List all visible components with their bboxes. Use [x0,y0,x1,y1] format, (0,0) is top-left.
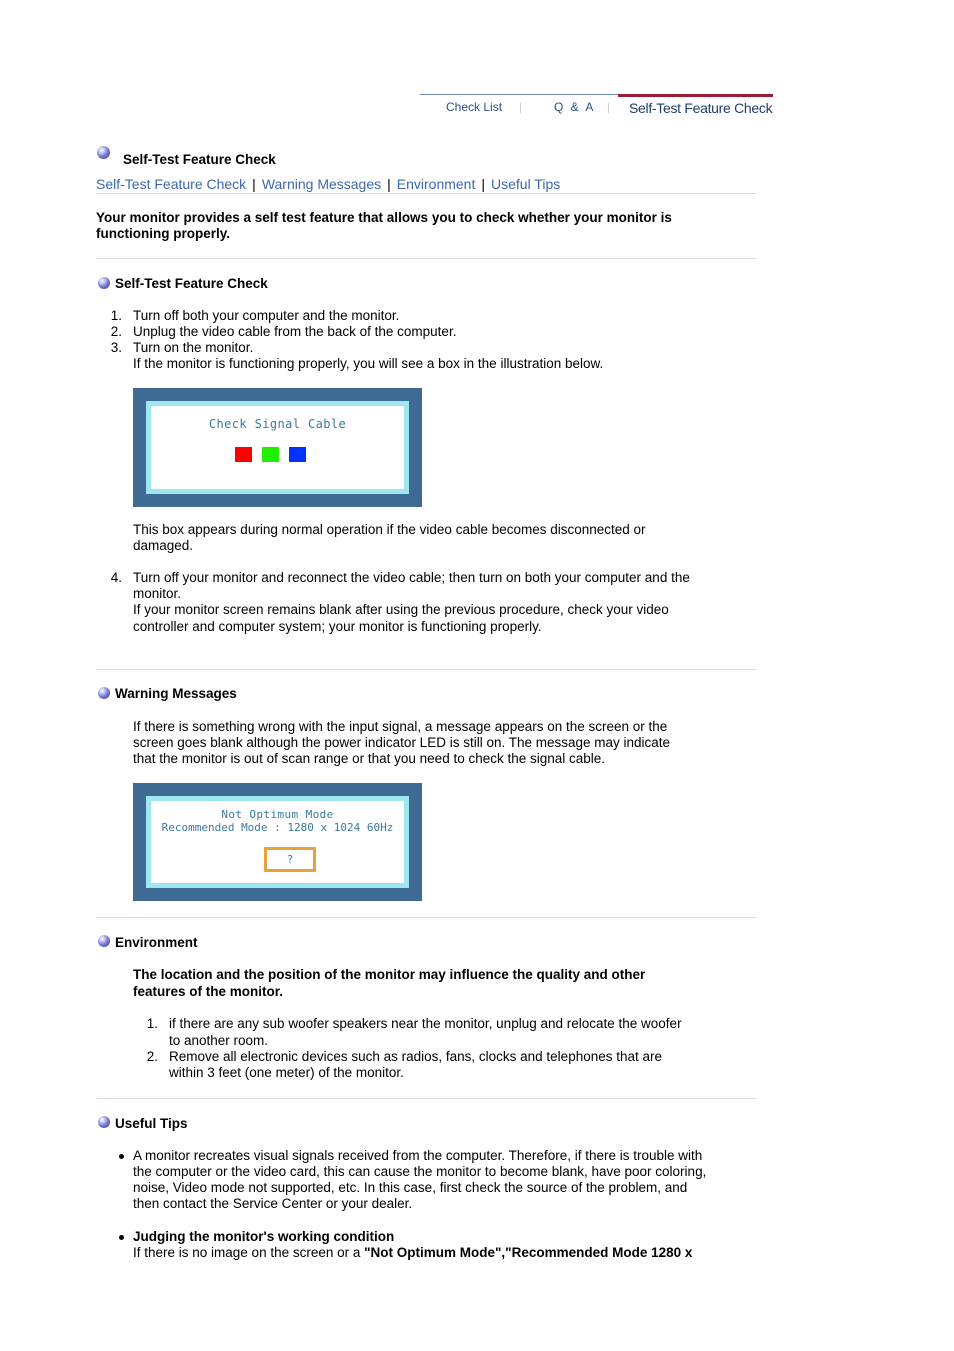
step-text: Turn on the monitor. [133,340,254,355]
osd-message: Check Signal Cable [208,417,347,431]
item-number: 2. [146,1049,158,1064]
green-square [262,447,279,462]
nav-separator: | [252,176,256,192]
item-text: to another room. [169,1033,269,1048]
step-text: Turn off your monitor and reconnect the video cable; then turn on both your computer and the [133,570,690,585]
step-text: controller and computer system; your monitor is functioning properly. [133,619,542,634]
step-text: Unplug the video cable from the back of the computer. [133,324,457,339]
osd-message: Not Optimum Mode [221,808,334,821]
item-text: within 3 feet (one meter) of the monitor. [169,1065,404,1080]
nav-separator: | [481,176,485,192]
bullet-ball-icon [98,277,110,289]
warning-text-line: that the monitor is out of scan range or that you need to check the signal cable. [133,751,606,766]
tab-separator [520,103,521,113]
active-tab-indicator [618,94,773,97]
osd-question-button: ? [264,847,316,872]
warning-text-line: screen goes blank although the power indicator LED is still on. The message may indicate [133,735,671,750]
top-tab-bar [420,94,773,120]
nav-link-warning-messages[interactable]: Warning Messages [261,176,382,192]
step-number: 4. [110,570,122,585]
step-text: If your monitor screen remains blank after using the previous procedure, check your video [133,602,669,617]
intro-line-1: Your monitor provides a self test feature that allows you to check whether your monitor is [96,210,672,225]
item-text: if there are any sub woofer speakers near the monitor, unplug and relocate the woofer [169,1016,682,1031]
divider [96,193,756,194]
environment-bold-line: The location and the position of the monitor may influence the quality and other [133,967,646,982]
nav-link-useful-tips[interactable]: Useful Tips [491,176,561,192]
page-title: Self-Test Feature Check [123,152,276,167]
not-optimum-mode-illustration [133,783,422,901]
nav-link-self-test[interactable]: Self-Test Feature Check [96,176,247,192]
check-signal-cable-illustration [133,388,422,507]
item-number: 1. [146,1016,158,1031]
intro-line-2: functioning properly. [96,226,230,241]
section-nav [96,176,560,192]
divider [96,1098,756,1099]
nav-link-environment[interactable]: Environment [396,176,476,192]
step-text: If the monitor is functioning properly, you will see a box in the illustration below. [133,356,604,371]
tip-title: Judging the monitor's working condition [133,1229,395,1244]
tab-separator [608,103,609,113]
list-bullet [119,1235,124,1240]
box-note-line: damaged. [133,538,194,553]
section-heading-warning: Warning Messages [115,686,237,701]
osd-frame [146,796,409,888]
tip-text-line: the computer or the video card, this can cause the monitor to become blank, have poor coloring, [133,1164,707,1179]
osd-panel [151,801,404,883]
red-square [235,447,252,462]
tip-text-prefix: If there is no image on the screen or a [133,1245,365,1260]
step-text: monitor. [133,586,182,601]
step-number: 3. [110,340,122,355]
box-note-line: This box appears during normal operation if the video cable becomes disconnected or [133,522,646,537]
step-number: 2. [110,324,122,339]
osd-panel [151,406,404,489]
bullet-ball-icon [98,1116,110,1128]
nav-separator: | [387,176,391,192]
blue-square [289,447,306,462]
section-heading-self-test: Self-Test Feature Check [115,276,268,291]
tip-text-line [133,1245,692,1261]
divider [96,258,756,259]
bullet-ball-icon [97,146,110,159]
tab-self-test-feature-check[interactable]: Self-Test Feature Check [629,100,773,116]
osd-message: Recommended Mode : 1280 x 1024 60Hz [161,821,394,834]
section-heading-useful-tips: Useful Tips [115,1116,188,1131]
step-text: Turn off both your computer and the monitor. [133,308,400,323]
bullet-ball-icon [98,687,110,699]
tab-bar-line [420,94,618,95]
environment-bold-line: features of the monitor. [133,984,284,999]
tip-text-line: noise, Video mode not supported, etc. In this case, first check the source of the problem, and [133,1180,688,1195]
bullet-ball-icon [98,935,110,947]
divider [96,669,756,670]
tip-text-bold: "Not Optimum Mode","Recommended Mode 1280 x [364,1245,693,1260]
tip-text-line: A monitor recreates visual signals received from the computer. Therefore, if there is trouble with [133,1148,703,1163]
item-text: Remove all electronic devices such as radios, fans, clocks and telephones that are [169,1049,663,1064]
section-heading-environment: Environment [115,935,198,950]
tab-check-list[interactable]: Check List [446,100,503,114]
tab-q-and-a[interactable]: Q & A [554,100,596,114]
step-number: 1. [110,308,122,323]
osd-frame [146,401,409,494]
divider [96,917,756,918]
warning-text-line: If there is something wrong with the input signal, a message appears on the screen or the [133,719,668,734]
list-bullet [119,1154,124,1159]
tip-text-line: then contact the Service Center or your dealer. [133,1196,413,1211]
